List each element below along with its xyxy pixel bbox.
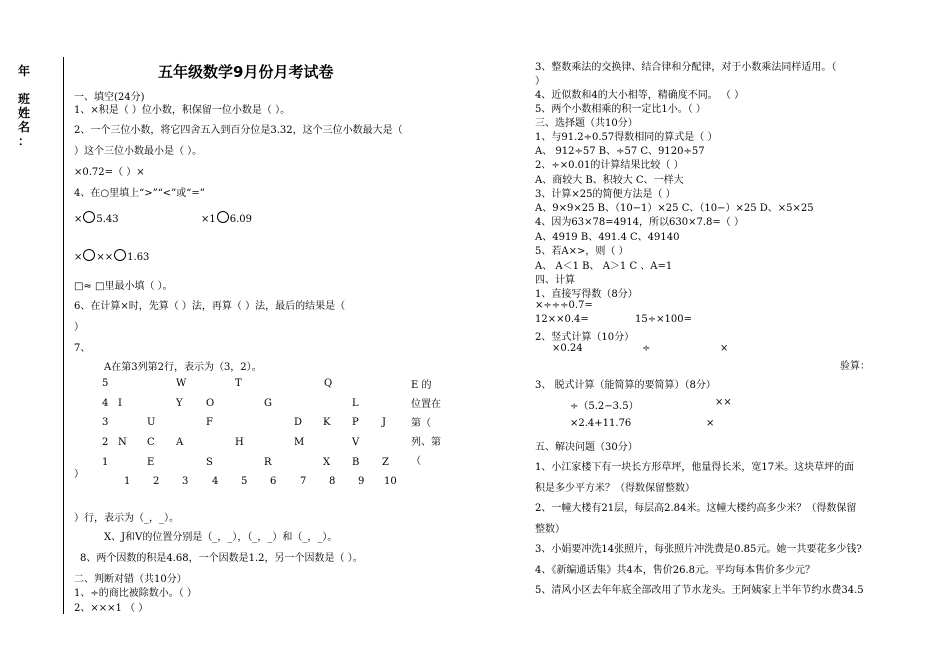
grid-col-label: 8 [329,476,336,487]
grid-letter: P [352,417,359,428]
grid-row-label: 1 [102,457,109,468]
grid-letter: F [206,417,213,428]
calc-1b-left: 12××0.4= [535,314,589,325]
grid-paren: ） [74,469,84,480]
name-label-2: 名 [18,120,31,134]
choice-1: 1、与91.2÷0.57得数相同的算式是（ ） [535,132,718,143]
judge-3a: 3、整数乘法的交换律、结合律和分配律，对于小数乘法同样适用。（ [535,62,837,73]
grid-letter: I [118,398,122,409]
grid-letter: V [352,437,360,448]
compare-circle[interactable] [83,211,95,223]
choice-1-options: A、 912÷57 B、÷57 C、9120÷57 [535,146,705,157]
compare-row-2 [74,249,149,263]
compare-b-right: 6.09 [229,214,253,225]
calc-1b-right: 15÷×100= [635,314,692,325]
choice-5: 5、若A×>，则（ ） [535,246,629,257]
section-calc: 四、计算 [535,275,575,286]
grid-letter: A [176,437,184,448]
grid-letter: X [323,457,331,468]
grid-col-label: 3 [182,476,189,487]
compare-circle[interactable] [114,249,126,261]
grid-letter: O [206,398,215,409]
choice-2: 2、÷×0.01的计算结果比较（ ） [535,160,684,171]
question-3: ×0.72=（ ）× [74,167,145,178]
grid-letter: Z [382,457,389,468]
judge-1: 1、÷的商比被除数小。（ ） [74,588,197,599]
calc-2a-1: ×0.24 [552,343,583,354]
grid-row-label: 5 [102,378,109,389]
calc-3b-1: ×2.4+11.76 [570,418,632,429]
calc-3a-2: ×× [715,397,732,408]
grid-letter: E [147,457,155,468]
question-7: 7、 [74,343,91,354]
grid-letter: Y [176,398,183,409]
compare-c-mid: ×× [96,252,114,263]
grid-letter: H [235,437,244,448]
grid-col-label: 10 [384,476,397,487]
compare-circle[interactable] [83,249,95,261]
grid-letter: T [235,378,242,389]
question-6a: 6、在计算×时，先算（ ）法，再算（ ）法，最后的结果是（ [74,301,346,312]
calc-2: 2、竖式计算（10分） [535,332,635,343]
grid-col-label: 1 [124,476,131,487]
compare-a-left: × [74,214,83,225]
problem-4: 4、《新编通话集》共4本，售价26.8元。平均每本售价多少元？ [535,565,815,576]
grid-letter: U [147,417,156,428]
grid-row-label: 3 [102,417,109,428]
grid-letter: L [352,398,359,409]
exam-title: 五年级数学9月份月考试卷 [158,63,334,81]
calc-check-label: 验算： [840,361,870,372]
grid-col-label: 4 [212,476,219,487]
binding-line [63,57,64,614]
problem-1b: 积是多少平方米？（得数保留整数） [535,483,695,494]
problem-3: 3、小娟要冲洗14张照片，每张照片冲洗费是0.85元。她一共要花多少钱? [535,544,862,555]
calc-3a-1: ÷（5.2−3.5） [570,401,639,412]
e-position-question: E 的位置在第（ 列、第（ [411,380,441,467]
choice-2-options: A、商较大 B、积较大 C、一样大 [535,175,684,186]
grid-letter: M [294,437,305,448]
grid-col-label: 7 [300,476,307,487]
compare-circle[interactable] [217,211,229,223]
question-6b: ） [74,322,84,333]
grid-letter: C [147,437,155,448]
compare-row-1 [74,211,119,225]
calc-3b-2: × [706,418,715,429]
question-7-intro: A在第3列第2行，表示为（3，2）。 [104,362,262,373]
grid-letter: D [294,417,303,428]
judge-4: 4、近似数和4的大小相等，精确度不同。 （ ） [535,90,745,101]
question-5: □≈ □里最小填（ ）。 [74,281,173,292]
question-7b: ）行，表示为（_，_）。 [74,513,179,524]
grid-letter: R [264,457,272,468]
question-8: 8、两个因数的积是4.68，一个因数是1.2，另一个因数是（ ）。 [80,553,363,564]
question-1: 1、×积是（ ）位小数，积保留一位小数是（ ）。 [74,105,291,116]
calc-2a-3: × [720,343,729,354]
grid-letter: B [352,457,360,468]
judge-5: 5、两个小数相乘的积一定比1小。（ ） [535,104,706,115]
student-info-sidebar [18,64,38,148]
compare-a-right: 5.43 [96,214,119,225]
section-true-false: 二、判断对错（共10分） [74,574,187,585]
problem-2a: 2、一幢大楼有21层，每层高2.84米。这幢大楼约高多少米？（得数保留 [535,503,857,514]
grid-letter: Q [324,378,333,389]
grid-letter: J [382,417,387,428]
class-label: 班 [18,92,31,106]
judge-3b: ） [535,76,545,87]
compare-c-right: 1.63 [127,252,150,263]
calc-2a-2: ÷ [642,343,651,354]
grid-letter: K [323,417,331,428]
grid-letter: G [264,398,272,409]
problem-1a: 1、小江家楼下有一块长方形草坪，他量得长米，宽17米。这块草坪的面 [535,462,855,473]
judge-2: 2、×××1 （ ） [74,603,149,614]
choice-4: 4、因为63×78=4914，所以630×7.8=（ ） [535,217,744,228]
calc-1: 1、直接写得数（8分） [535,289,638,300]
choice-3: 3、计算×25的简便方法是（ ） [535,189,676,200]
grid-row-label: 2 [102,437,109,448]
section-problems: 五、解决问题（30分） [535,442,638,453]
compare-row-1b [201,211,252,225]
grade-label: 年 [18,64,31,78]
grid-row-label: 4 [102,398,109,409]
calc-1a: ×÷÷÷0.7= [535,300,593,311]
compare-c-left: × [74,252,83,263]
section-choice: 三、选择题（共10分） [535,118,638,129]
question-4: 4、在○里填上“>”“<”或“=” [74,188,205,199]
calc-3: 3、 脱式计算（能简算的要简算）（8分） [535,380,716,391]
grid-col-label: 2 [153,476,160,487]
grid-letter: N [118,437,127,448]
name-label-colon: ： [18,134,31,148]
question-7c: X、J和V的位置分别是（_，_），（_，_）和（_，_）。 [104,532,338,543]
grid-col-label: 6 [270,476,277,487]
question-2b: ）这个三位小数最小是（ ）。 [74,146,203,157]
choice-4-options: A、4919 B、491.4 C、49140 [535,232,680,243]
section-fill-blank: 一、填空(24分) [74,92,145,103]
grid-letter: S [206,457,213,468]
compare-b-left: ×1 [201,214,216,225]
grid-col-label: 5 [241,476,248,487]
grid-col-label: 9 [358,476,365,487]
grid-letter: W [176,378,187,389]
question-2a: 2、一个三位小数，将它四舍五入到百分位是3.32，这个三位小数最大是（ [74,125,403,136]
problem-5: 5、清风小区去年年底全部改用了节水龙头。王阿姨家上半年节约水费34.5 [535,585,864,596]
choice-3-options: A、9×9×25 B、（10−1）×25 C、（10−）×25 D、×5×25 [535,203,814,214]
choice-5-options: A、 A＜1 B、 A＞1 C 、A=1 [535,261,673,272]
problem-2b: 整数） [535,524,565,535]
name-label-1: 姓 [18,106,31,120]
